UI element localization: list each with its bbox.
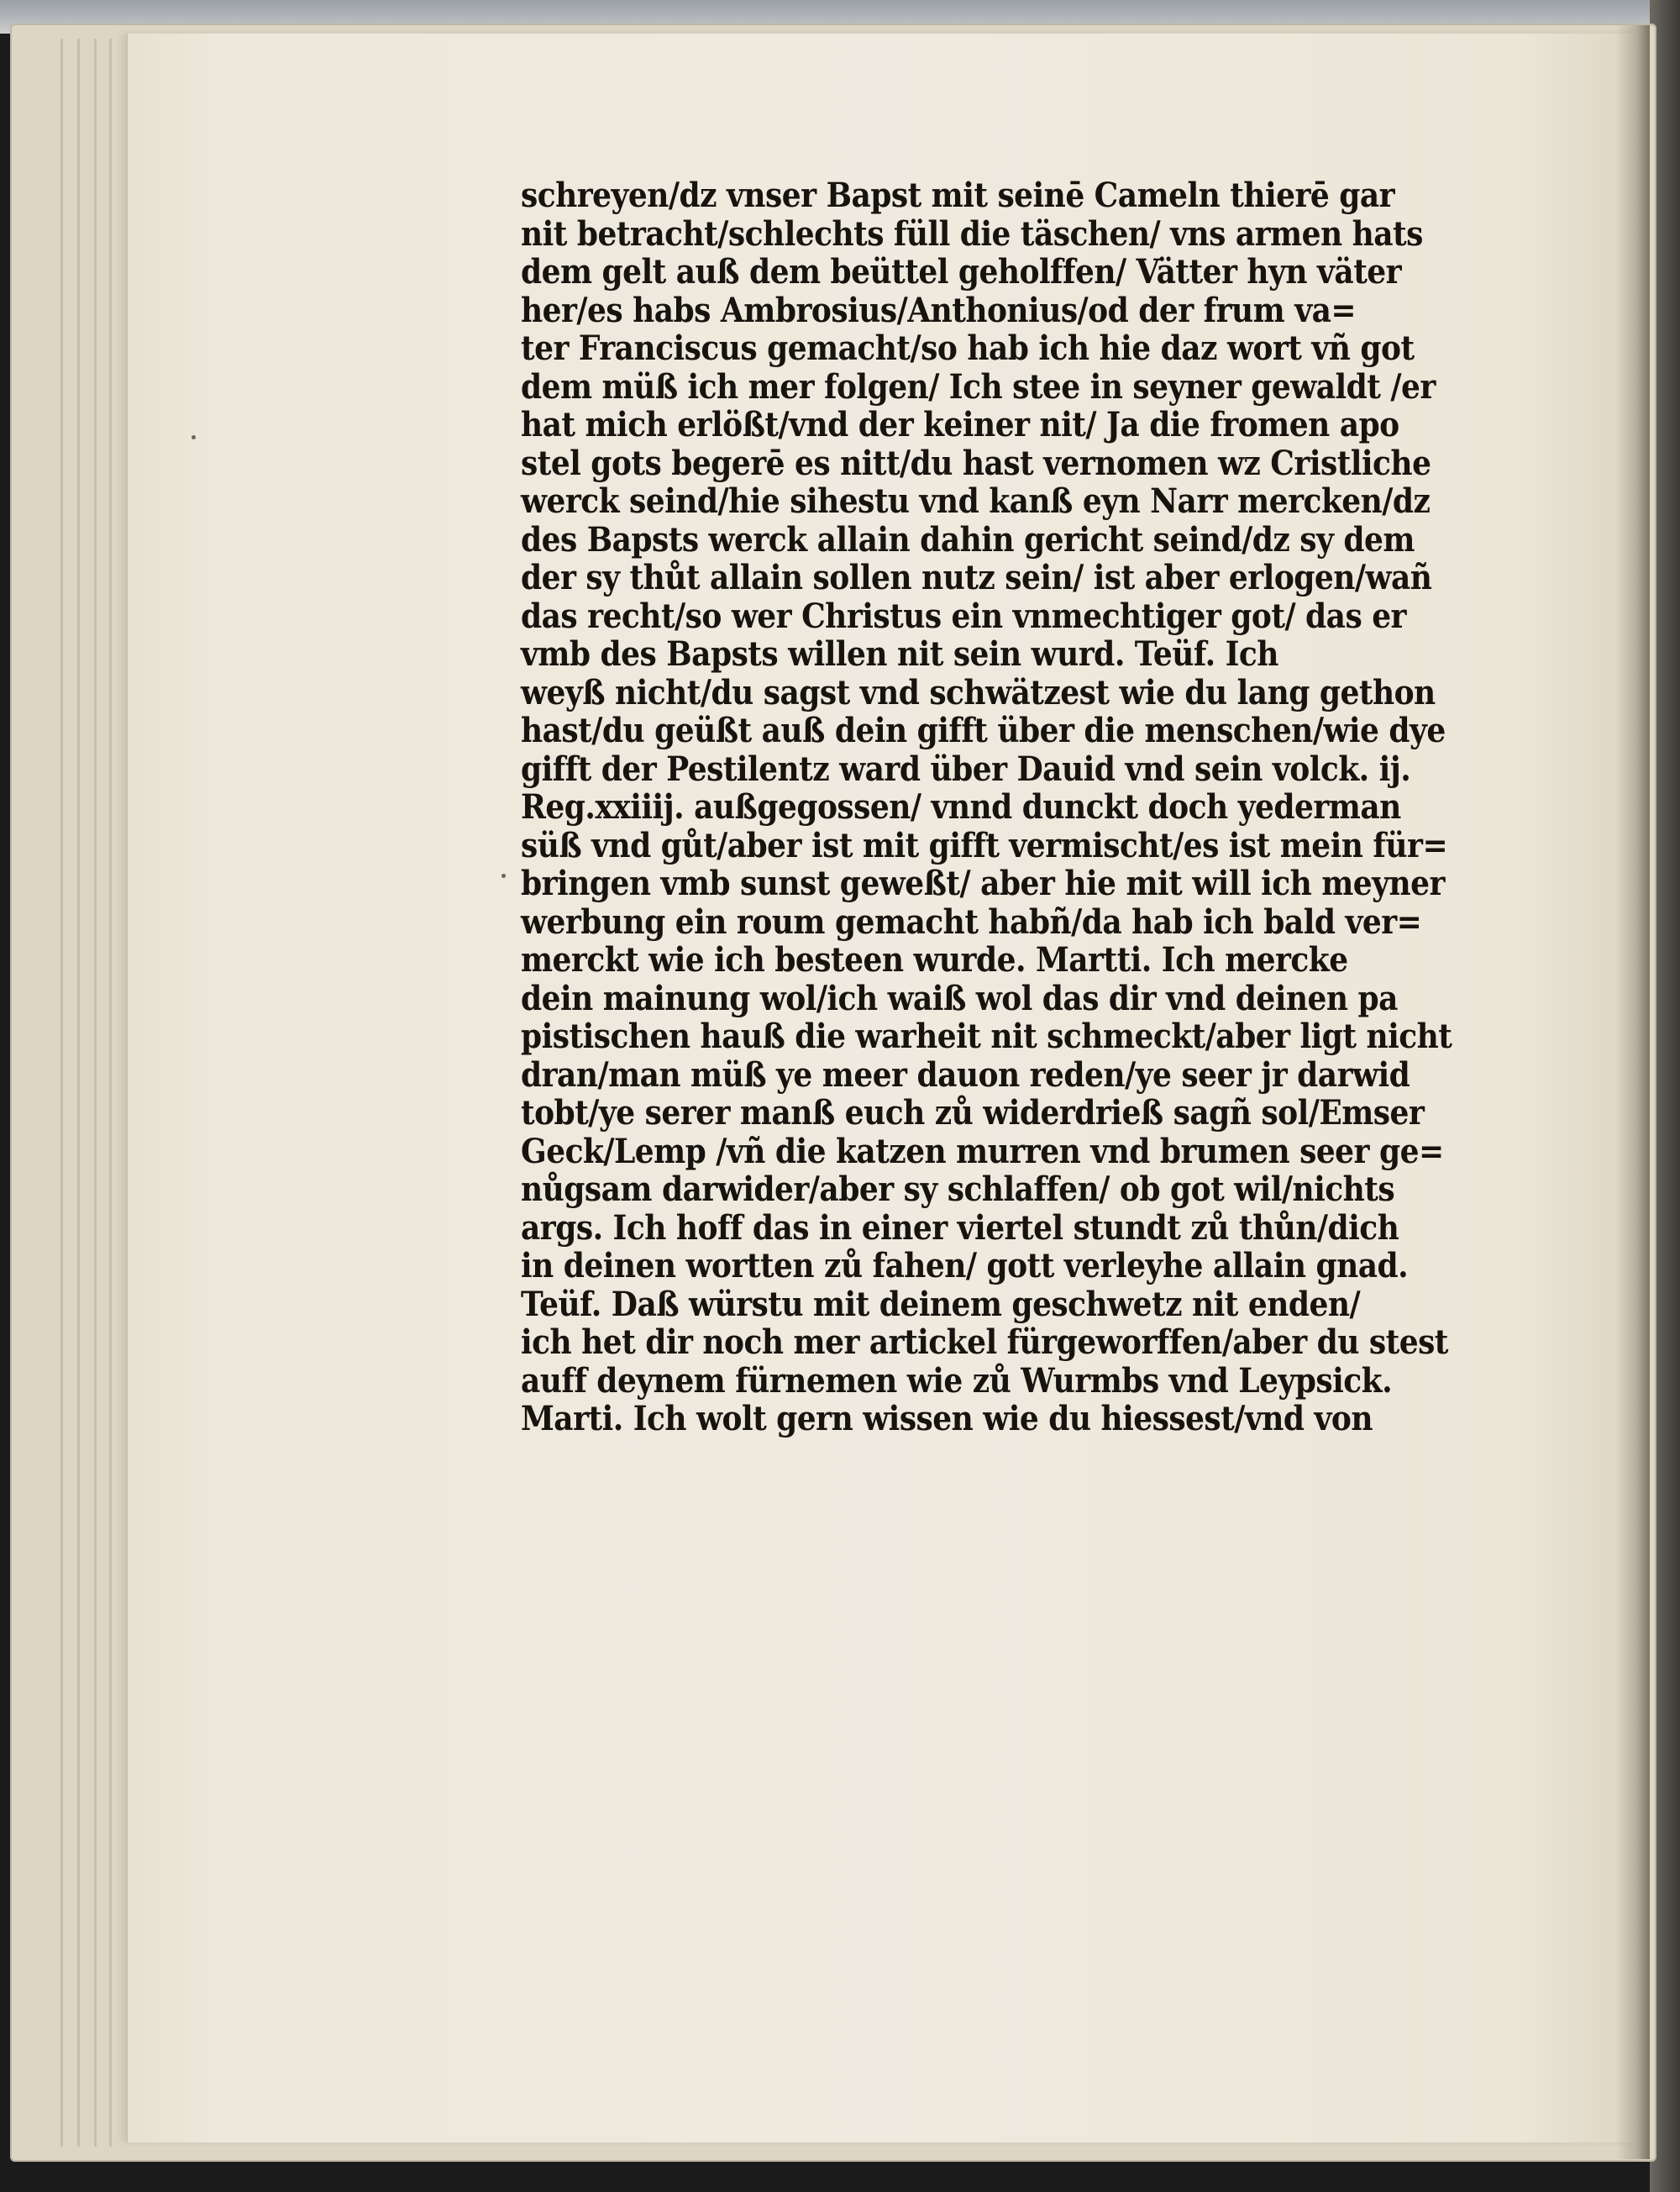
text-line: merckt wie ich besteen wurde. Martti. Ich mercke — [521, 940, 1348, 980]
text-line: args. Ich hoff das in einer viertel stundt zů thůn/dich — [521, 1207, 1399, 1248]
text-line: stel gots begerē es nitt/du hast vernomen wz Cristliche — [521, 443, 1431, 483]
text-line: des Bapsts werck allain dahin gericht seind/dz sy dem — [521, 519, 1415, 560]
margin-speck — [501, 874, 506, 878]
text-line: nůgsam darwider/aber sy schlaffen/ ob got wil/nichts — [521, 1170, 1395, 1209]
text-line: nit betracht/schlechts füll die täschen/ vns armen hats — [521, 213, 1423, 254]
text-line: Teüf. Daß würstu mit deinem geschwetz nit enden/ — [521, 1284, 1361, 1324]
text-line: gifft der Pestilentz ward über Dauid vnd sein volck. ij. — [521, 749, 1411, 789]
text-line: Reg.xxiiij. außgegossen/ vnnd dunckt doch yederman — [521, 787, 1401, 827]
text-line: dein mainung wol/ich waiß wol das dir vnd deinen pa — [521, 978, 1398, 1018]
text-block — [521, 176, 1579, 1438]
text-line: Marti. Ich wolt gern wissen wie du hiessest/vnd von — [521, 1399, 1373, 1438]
text-line: weyß nicht/du sagst vnd schwätzest wie du lang gethon — [521, 672, 1436, 712]
text-line: ter Franciscus gemacht/so hab ich hie daz wort vñ got — [521, 329, 1415, 368]
text-line: das recht/so wer Christus ein vnmechtiger got/ das er — [521, 596, 1406, 636]
text-line: werck seind/hie sihestu vnd kanß eyn Narr mercken/dz — [521, 481, 1431, 521]
text-line: dran/man müß ye meer dauon reden/ye seer jr darwid — [521, 1054, 1410, 1095]
page-edge — [77, 39, 80, 2147]
margin-speck — [192, 435, 196, 439]
page-edge — [109, 39, 112, 2147]
text-line: Geck/Lemp /vñ die katzen murren vnd brumen seer ge= — [521, 1131, 1444, 1171]
text-line: in deinen wortten zů fahen/ gott verleyhe allain gnad. — [521, 1246, 1409, 1285]
page-edge — [94, 39, 97, 2147]
text-line: der sy thůt allain sollen nutz sein/ ist aber erlogen/wañ — [521, 558, 1432, 597]
text-line: süß vnd gůt/aber ist mit gifft vermischt/es ist mein für= — [521, 825, 1448, 865]
text-line: dem gelt auß dem beüttel geholffen/ Vätter hyn väter — [521, 252, 1402, 292]
text-line: hast/du geüßt auß dein gifft über die menschen/wie dye — [521, 711, 1446, 750]
text-line: werbung ein roum gemacht habñ/da hab ich bald ver= — [521, 902, 1422, 942]
page-edge — [60, 39, 63, 2147]
text-line: dem müß ich mer folgen/ Ich stee in seyner gewaldt /er — [521, 366, 1436, 407]
text-line: vmb des Bapsts willen nit sein wurd. Teüf. Ich — [521, 634, 1278, 674]
text-line: her/es habs Ambrosius/Anthonius/od der frum va= — [521, 290, 1357, 330]
text-line: schreyen/dz vnser Bapst mit seinē Cameln thierē gar — [521, 176, 1395, 215]
text-line: bringen vmb sunst geweßt/ aber hie mit will ich meyner — [521, 864, 1445, 903]
text-line: tobt/ye serer manß euch zů widerdrieß sagñ sol/Emser — [521, 1093, 1425, 1133]
text-line: hat mich erlößt/vnd der keiner nit/ Ja die fromen apo — [521, 405, 1399, 444]
text-line: pistischen hauß die warheit nit schmeckt/aber ligt nicht — [521, 1017, 1452, 1056]
text-line: auff deynem fürnemen wie zů Wurmbs vnd Leypsick. — [521, 1360, 1393, 1401]
text-line: ich het dir noch mer artickel fürgeworffen/aber du stest — [521, 1322, 1448, 1362]
binding-gutter — [1616, 25, 1650, 2159]
